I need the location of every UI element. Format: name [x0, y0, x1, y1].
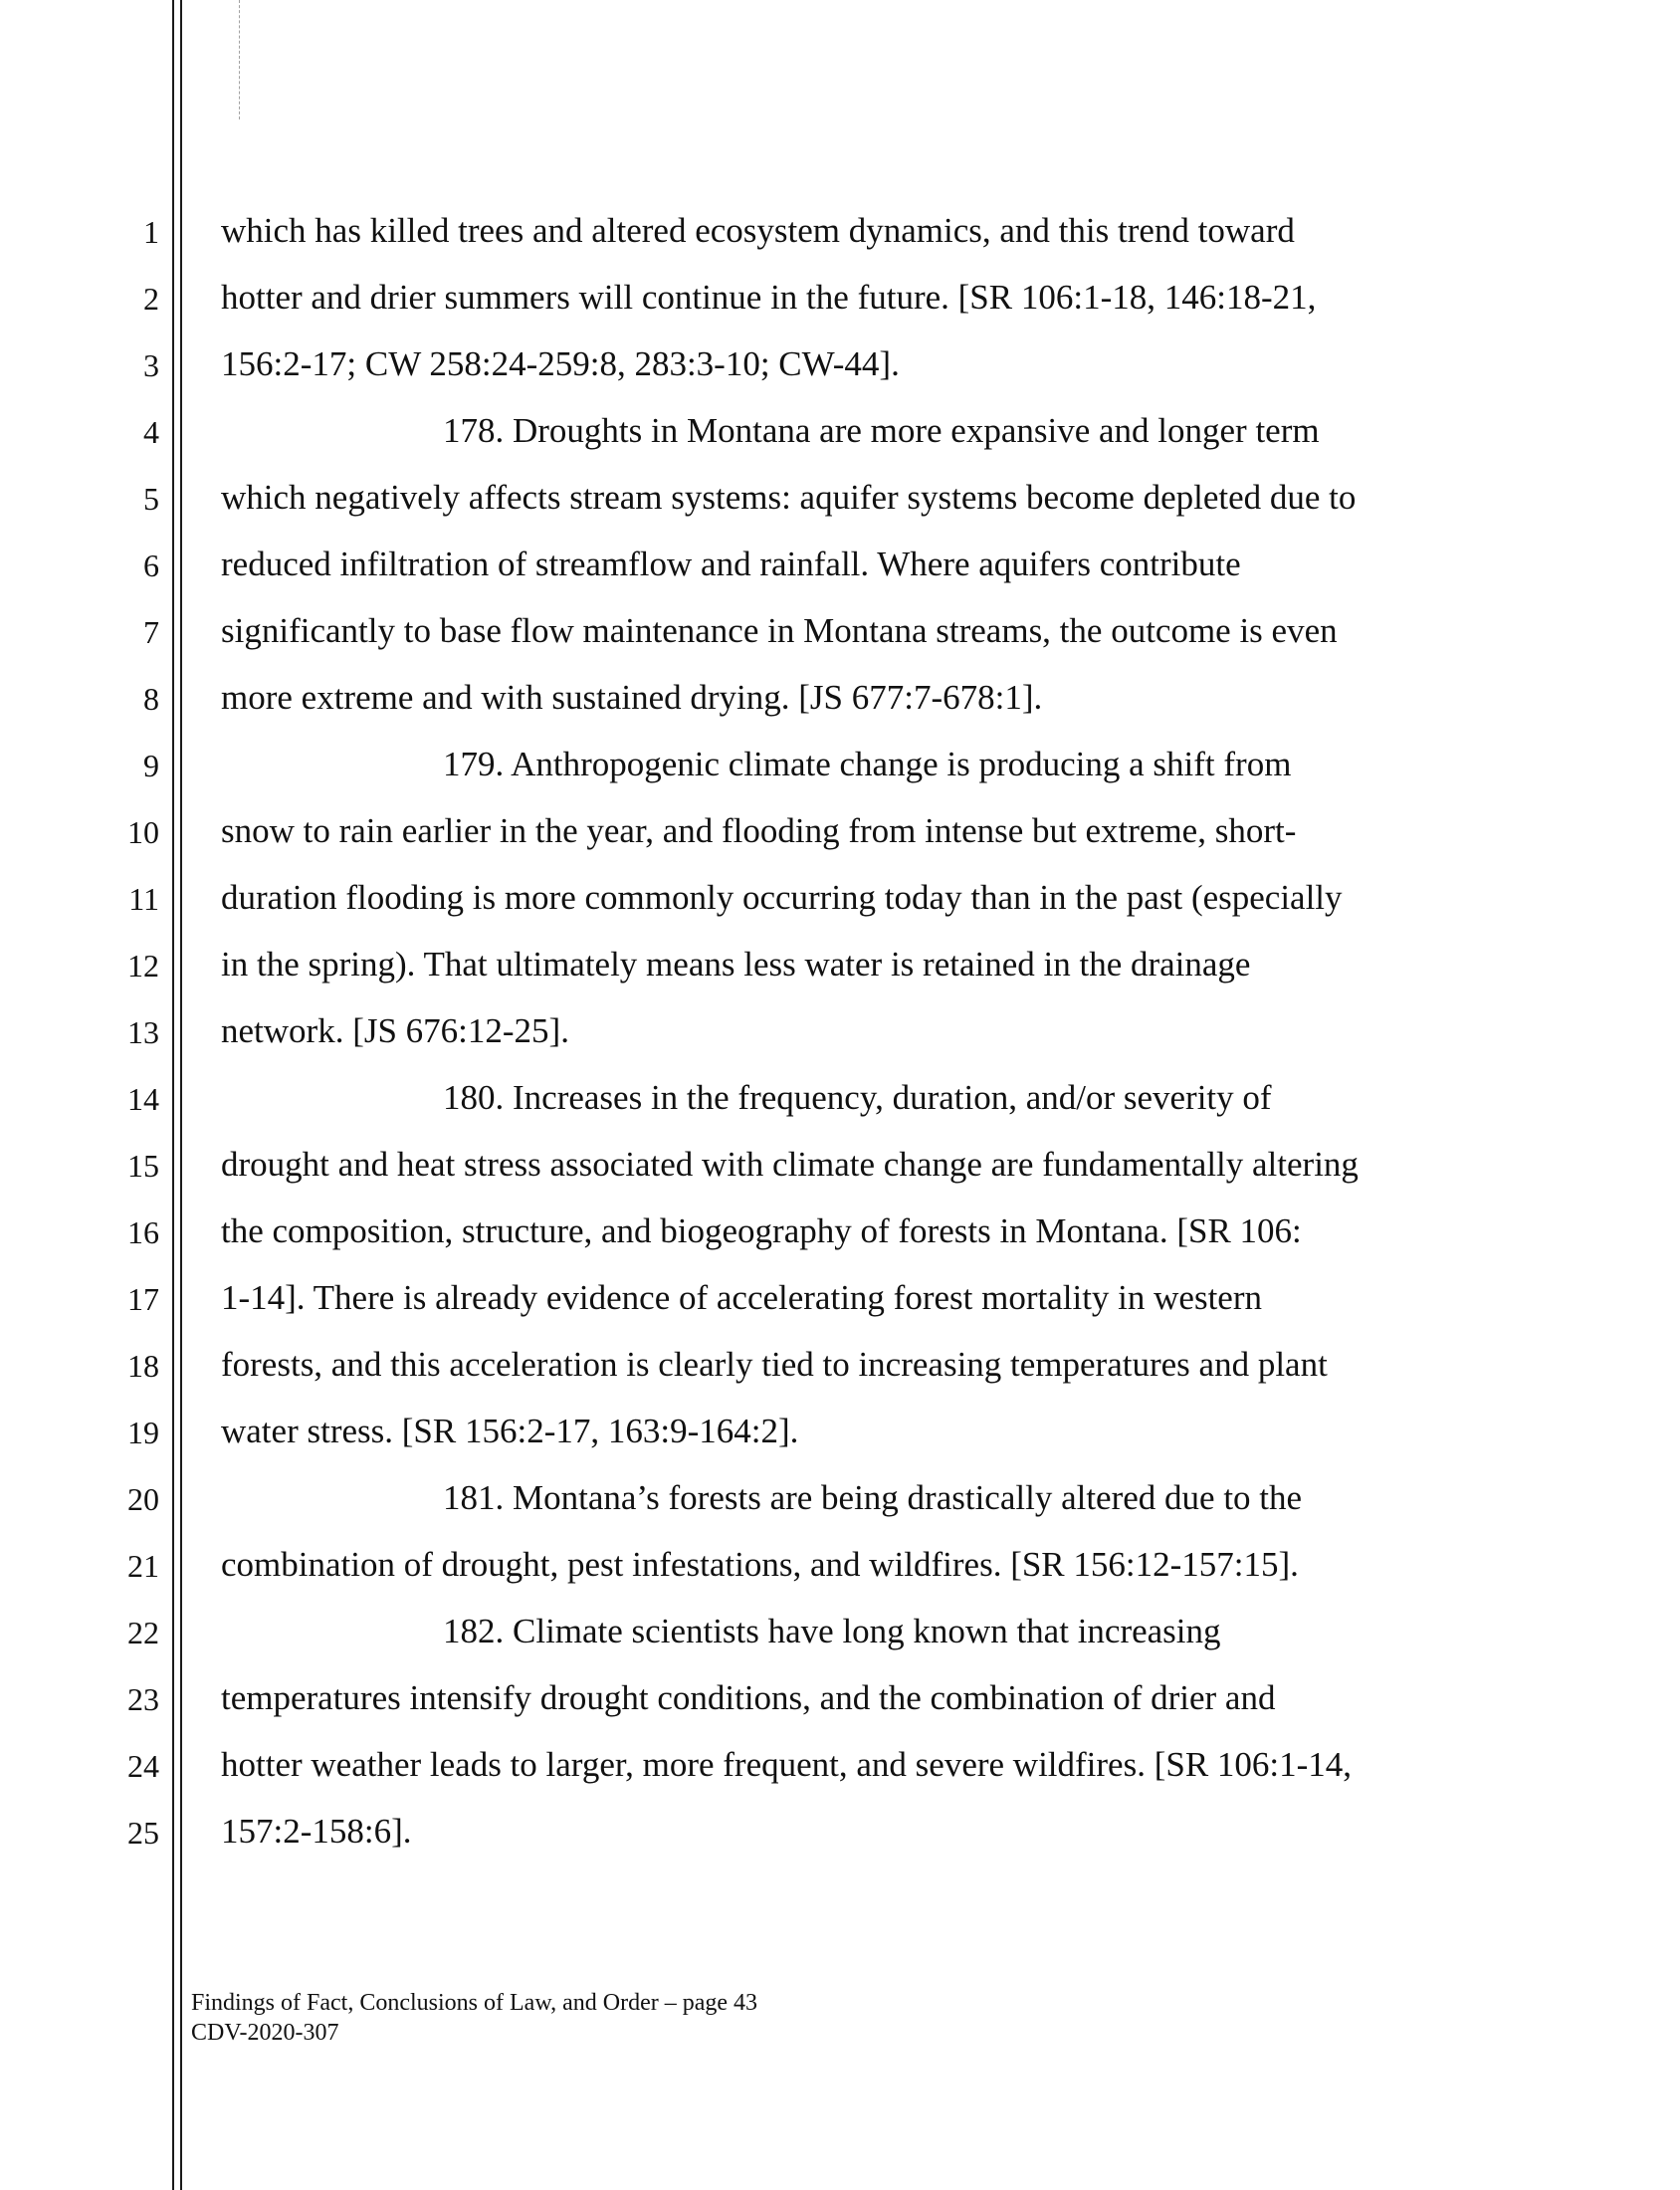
line-number: 8	[143, 681, 159, 717]
line-number: 25	[127, 1815, 159, 1851]
body-line: 1-14]. There is already evidence of accelerating forest mortality in western	[221, 1278, 1262, 1317]
body-line: forests, and this acceleration is clearly tied to increasing temperatures and plant	[221, 1345, 1328, 1384]
body-line: significantly to base flow maintenance in Montana streams, the outcome is even	[221, 611, 1338, 650]
body-line: snow to rain earlier in the year, and flooding from intense but extreme, short-	[221, 811, 1297, 850]
body-line: network. [JS 676:12-25].	[221, 1011, 569, 1050]
line-number: 21	[127, 1548, 159, 1584]
line-number: 5	[143, 481, 159, 517]
paragraph-178-start: 178. Droughts in Montana are more expansive and longer term	[443, 411, 1320, 450]
line-number: 2	[143, 281, 159, 317]
footer-case-number: CDV-2020-307	[191, 2020, 339, 2046]
body-line: reduced infiltration of streamflow and rainfall. Where aquifers contribute	[221, 545, 1241, 583]
line-number: 20	[127, 1481, 159, 1517]
line-number: 4	[143, 414, 159, 450]
body-line: which has killed trees and altered ecosystem dynamics, and this trend toward	[221, 211, 1295, 250]
left-margin-rule-inner	[180, 0, 182, 2190]
body-line: 156:2-17; CW 258:24-259:8, 283:3-10; CW-44].	[221, 344, 900, 383]
body-line: hotter and drier summers will continue in the future. [SR 106:1-18, 146:18-21,	[221, 278, 1317, 317]
body-line: combination of drought, pest infestations, and wildfires. [SR 156:12-157:15].	[221, 1545, 1299, 1584]
line-number: 11	[128, 881, 159, 917]
line-number: 24	[127, 1748, 159, 1784]
line-number: 22	[127, 1615, 159, 1650]
body-line: water stress. [SR 156:2-17, 163:9-164:2].	[221, 1412, 799, 1450]
footer-title: Findings of Fact, Conclusions of Law, and Order – page 43	[191, 1990, 758, 2016]
line-number: 9	[143, 748, 159, 783]
line-number: 3	[143, 347, 159, 383]
paragraph-179-start: 179. Anthropogenic climate change is producing a shift from	[443, 745, 1292, 783]
left-margin-rule-outer	[172, 0, 174, 2190]
line-number: 15	[127, 1148, 159, 1184]
line-number: 23	[127, 1681, 159, 1717]
body-line: in the spring). That ultimately means less water is retained in the drainage	[221, 945, 1251, 984]
body-line: 157:2-158:6].	[221, 1812, 412, 1851]
line-number: 14	[127, 1081, 159, 1117]
line-number: 18	[127, 1348, 159, 1384]
line-number: 19	[127, 1415, 159, 1450]
line-number: 17	[127, 1281, 159, 1317]
line-number: 16	[127, 1214, 159, 1250]
body-line: temperatures intensify drought conditions, and the combination of drier and	[221, 1678, 1276, 1717]
body-line: hotter weather leads to larger, more frequent, and severe wildfires. [SR 106:1-14,	[221, 1745, 1353, 1784]
line-number: 13	[127, 1014, 159, 1050]
body-line: which negatively affects stream systems: aquifer systems become depleted due to	[221, 478, 1357, 517]
line-number: 12	[127, 948, 159, 984]
line-number: 7	[143, 614, 159, 650]
margin-mark	[239, 0, 241, 119]
body-line: more extreme and with sustained drying. [JS 677:7-678:1].	[221, 678, 1043, 717]
paragraph-181-start: 181. Montana’s forests are being drastically altered due to the	[443, 1478, 1303, 1517]
line-number: 10	[127, 814, 159, 850]
line-number: 1	[143, 214, 159, 250]
paragraph-182-start: 182. Climate scientists have long known that increasing	[443, 1612, 1221, 1650]
body-line: duration flooding is more commonly occurring today than in the past (especially	[221, 878, 1343, 917]
body-line: the composition, structure, and biogeography of forests in Montana. [SR 106:	[221, 1211, 1302, 1250]
line-number: 6	[143, 548, 159, 583]
body-line: drought and heat stress associated with climate change are fundamentally altering	[221, 1145, 1359, 1184]
paragraph-180-start: 180. Increases in the frequency, duration, and/or severity of	[443, 1078, 1272, 1117]
